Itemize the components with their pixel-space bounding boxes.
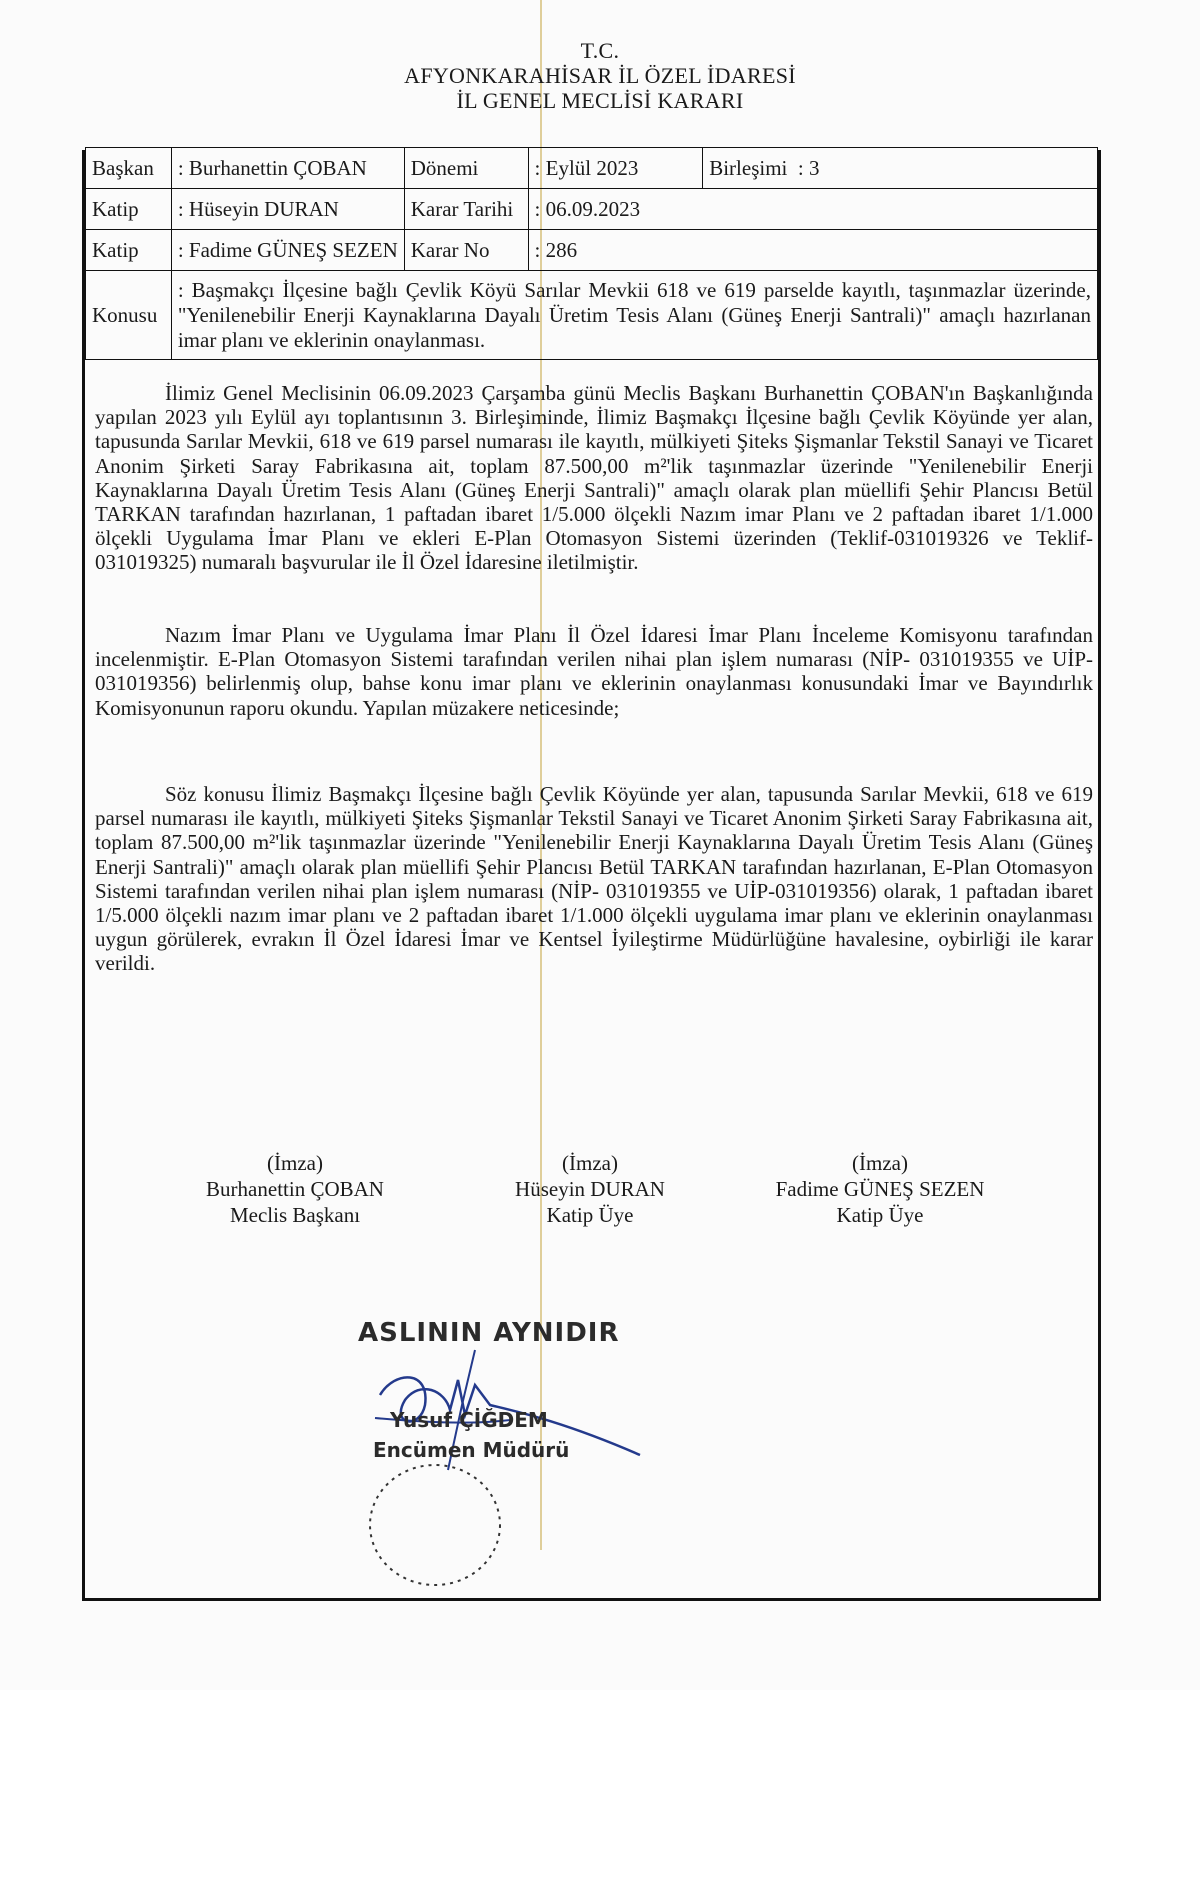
konusu-text: Başmakçı İlçesine bağlı Çevlik Köyü Sarılar Mevkii 618 ve 619 parselde kayıtlı, taşınmazlar üzerinde, "Yenilenebilir Enerji Kaynaklarına Dayalı Üretim Tesis Alanı (Güneş Enerji Santrali)" amaçlı hazırlanan imar planı ve eklerinin onaylanması. <box>177 277 1092 352</box>
katip2-value: : Fadime GÜNEŞ SEZEN <box>171 230 404 271</box>
info-row-katip1 <box>86 189 1098 230</box>
signature-imza: (İmza) <box>852 1151 908 1175</box>
signature-block-clerk-1 <box>470 1150 710 1228</box>
donemi-value: : Eylül 2023 <box>528 148 703 189</box>
konusu-colon: : <box>177 277 184 302</box>
karar-tarihi-label: Karar Tarihi <box>404 189 528 230</box>
katip2-label: Katip <box>86 230 172 271</box>
signature-title: Katip Üye <box>836 1203 924 1227</box>
signature-block-clerk-2 <box>745 1150 1015 1228</box>
konusu-text-cell <box>171 271 1097 360</box>
body-paragraph-1 <box>95 381 1093 575</box>
signature-title: Katip Üye <box>546 1203 634 1227</box>
donemi-label: Dönemi <box>404 148 528 189</box>
decision-info-table <box>85 147 1098 360</box>
karar-tarihi-value: : 06.09.2023 <box>528 189 1097 230</box>
signature-block-president <box>170 1150 420 1228</box>
karar-no-value: : 286 <box>528 230 1097 271</box>
signature-name: Burhanettin ÇOBAN <box>206 1177 384 1201</box>
header-institution: AFYONKARAHİSAR İL ÖZEL İDARESİ <box>404 63 796 88</box>
baskan-label: Başkan <box>86 148 172 189</box>
katip1-value: : Hüseyin DURAN <box>171 189 404 230</box>
signature-name: Hüseyin DURAN <box>515 1177 665 1201</box>
info-row-baskan <box>86 148 1098 189</box>
signature-imza: (İmza) <box>267 1151 323 1175</box>
karar-no-label: Karar No <box>404 230 528 271</box>
signature-name: Fadime GÜNEŞ SEZEN <box>775 1177 985 1201</box>
katip1-label: Katip <box>86 189 172 230</box>
frame-right-border <box>1098 150 1101 1600</box>
stamp-signer-title: Encümen Müdürü <box>373 1438 570 1462</box>
stamp-seal-circle <box>370 1465 500 1585</box>
konusu-label: Konusu <box>86 271 172 360</box>
body-paragraph-3 <box>95 782 1093 976</box>
signature-imza: (İmza) <box>562 1151 618 1175</box>
info-row-katip2 <box>86 230 1098 271</box>
header-document-type: İL GENEL MECLİSİ KARARI <box>456 88 744 113</box>
frame-left-border <box>82 150 85 1600</box>
info-row-konusu <box>86 271 1098 360</box>
body-paragraph-2 <box>95 623 1093 720</box>
baskan-value: : Burhanettin ÇOBAN <box>171 148 404 189</box>
birlesimi-label: Birleşimi <box>709 155 788 180</box>
paragraph-text: Nazım İmar Planı ve Uygulama İmar Planı İl Özel İdaresi İmar Planı İnceleme Komisyonu tarafından incelenmiştir. E-Plan Otomasyon Sistemi tarafından verilen nihai plan işlem numarası (NİP- 031019355 ve UİP-031019356) belirlenmiş olup, bahse konu imar planı ve eklerinin onaylanması konusundaki İmar ve Bayındırlık Komisyonunun raporu okundu. Yapılan müzakere neticesinde; <box>95 623 1093 720</box>
paragraph-text: İlimiz Genel Meclisinin 06.09.2023 Çarşamba günü Meclis Başkanı Burhanettin ÇOBAN'ın Başkanlığında yapılan 2023 yılı Eylül ayı toplantısının 3. Birleşiminde, İlimiz Başmakçı İlçesine bağlı Çevlik Köyünde yer alan, tapusunda Sarılar Mevkii, 618 ve 619 parsel numarası ile kayıtlı, mülkiyeti Şiteks Şişmanlar Tekstil Sanayi ve Ticaret Anonim Şirketi Saray Fabrikasına ait, toplam 87.500,00 m²'lik taşınmazlar üzerinde "Yenilenebilir Enerji Kaynaklarına Dayalı Üretim Tesis Alanı (Güneş Enerji Santrali)" amaçlı olarak plan müellifi Şehir Plancısı Betül TARKAN tarafından hazırlanan, 1 paftadan ibaret 1/5.000 ölçekli Nazım imar Planı ve 2 paftadan ibaret 1/1.000 ölçekli Uygulama İmar Planı ve ekleri E-Plan Otomasyon Sistemi üzerinden (Teklif-031019326 ve Teklif- 031019325) numaralı başvurular ile İl Özel İdaresine iletilmiştir. <box>95 381 1093 575</box>
signature-title: Meclis Başkanı <box>229 1203 361 1227</box>
birlesimi-cell <box>703 148 1098 189</box>
birlesimi-value: : 3 <box>797 155 820 180</box>
stamp-certified-copy: ASLININ AYNIDIR <box>358 1318 620 1348</box>
header-country: T.C. <box>580 38 620 63</box>
stamp-signer-name: Yusuf ÇİĞDEM <box>390 1408 548 1432</box>
paragraph-text: Söz konusu İlimiz Başmakçı İlçesine bağlı Çevlik Köyünde yer alan, tapusunda Sarılar Mevkii, 618 ve 619 parsel numarası ile kayıtlı, mülkiyeti Şiteks Şişmanlar Tekstil Sanayi ve Ticaret Anonim Şirketi Saray Fabrikasına ait, toplam 87.500,00 m²'lik taşınmazlar üzerinde "Yenilenebilir Enerji Kaynaklarına Dayalı Üretim Tesis Alanı (Güneş Enerji Santrali)" amaçlı olarak plan müellifi Şehir Plancısı Betül TARKAN tarafından hazırlanan, E-Plan Otomasyon Sistemi tarafından verilen nihai plan işlem numarası (NİP- 031019355 ve UİP-031019356) olarak, 1 paftadan ibaret 1/5.000 ölçekli nazım imar planı ve 2 paftadan ibaret 1/1.000 ölçekli uygulama imar planı ve eklerinin onaylanması uygun görülerek, evrakın İl Özel İdaresi İmar ve Kentsel İyileştirme Müdürlüğüne havalesine, oybirliği ile karar verildi. <box>95 782 1093 976</box>
document-header <box>0 38 1200 113</box>
